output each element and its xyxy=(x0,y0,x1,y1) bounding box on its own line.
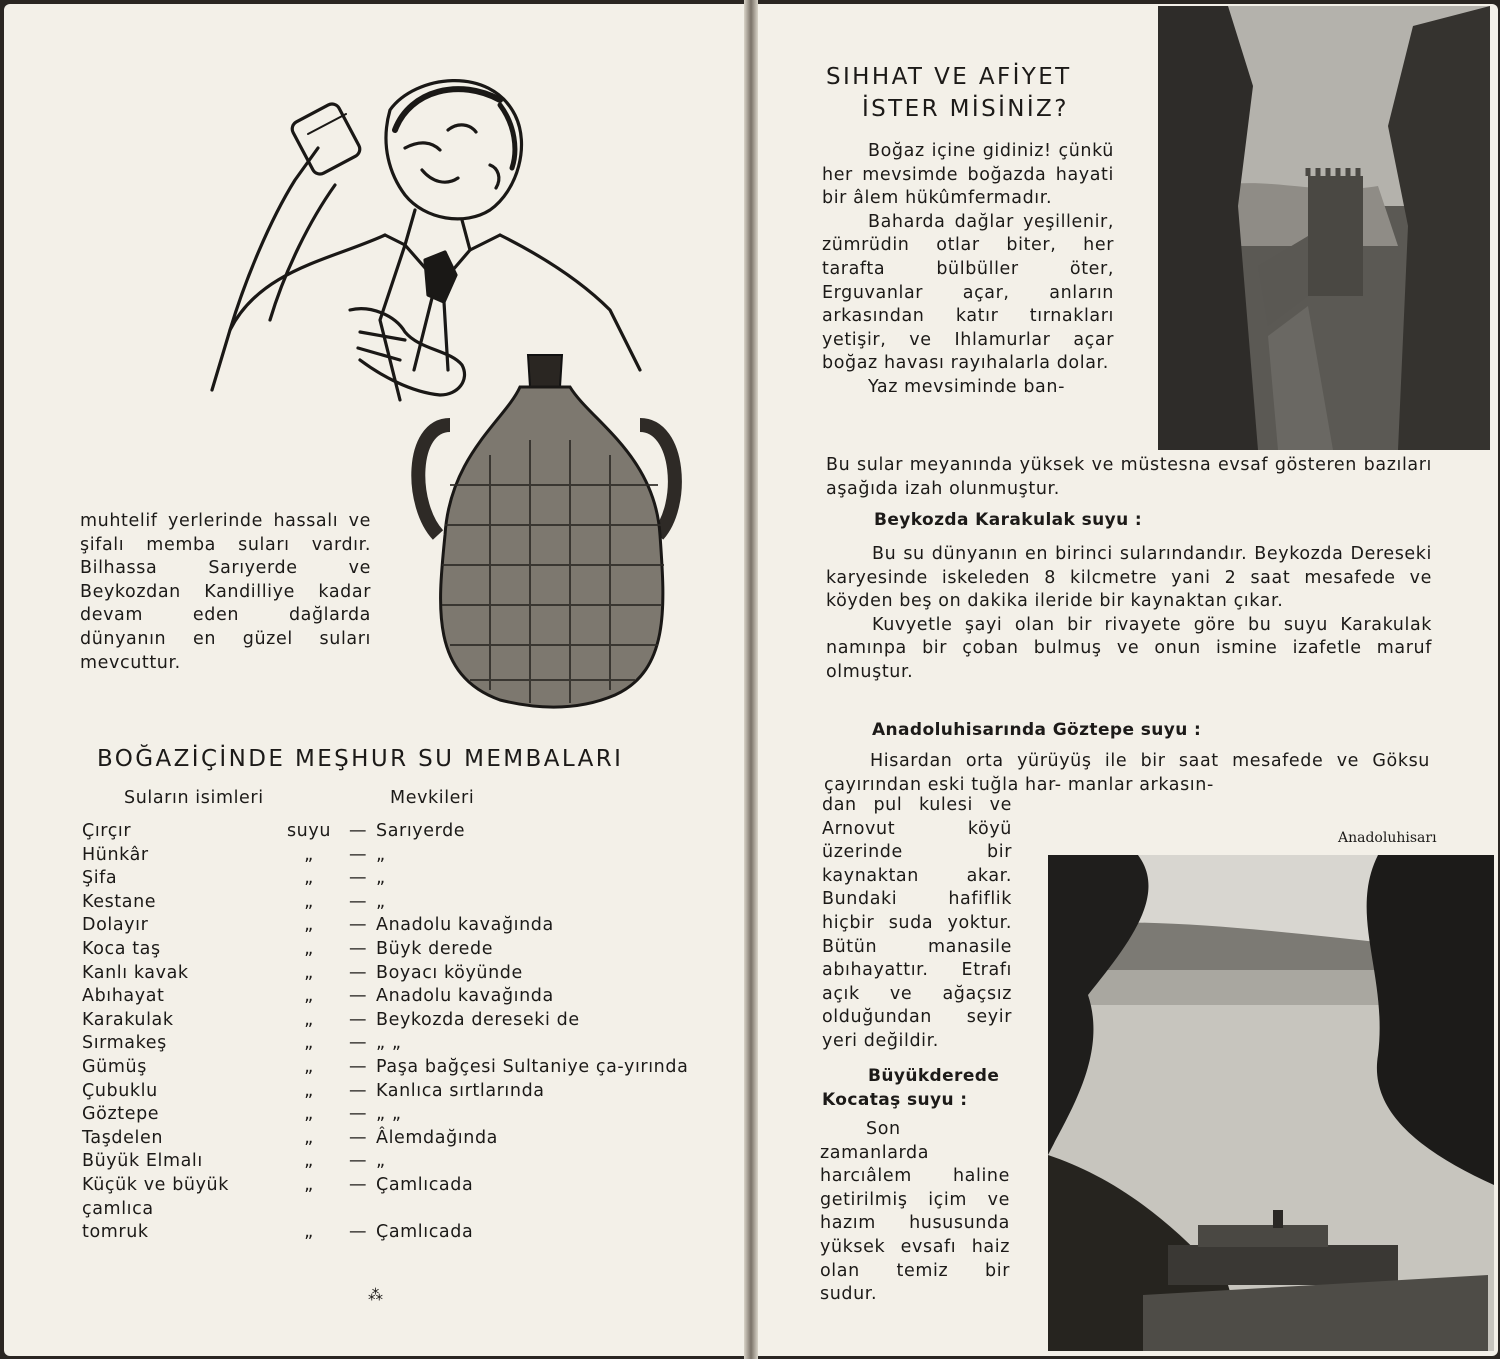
anadolu-paragraph-wide: Hisardan orta yürüyüş ile bir saat mesafede ve Göksu çayırından eski tuğla har- manlar arkasın- xyxy=(824,751,1430,795)
photo-caption: Anadoluhisarı xyxy=(1338,830,1437,846)
column-paragraph-3: Yaz mevsiminde ban- xyxy=(868,376,1065,397)
spring-row xyxy=(82,1032,688,1056)
buyukdere-heading-2: Kocataş suyu : xyxy=(822,1090,968,1110)
spring-location: „ xyxy=(376,868,386,889)
spring-name: Koca taş xyxy=(82,938,161,959)
top-column xyxy=(822,140,1114,400)
spring-suyu: „ xyxy=(304,938,314,959)
spring-dash: — xyxy=(348,1104,368,1125)
spring-name: Şifa xyxy=(82,868,118,889)
spring-dash: — xyxy=(348,868,368,889)
spring-location: Büyk derede xyxy=(376,938,494,959)
spring-location: Âlemdağında xyxy=(376,1127,498,1148)
anadolu-text-wide xyxy=(824,750,1430,797)
spring-dash: — xyxy=(348,938,368,959)
spring-suyu: „ xyxy=(304,1222,314,1243)
anadolu-text-narrow: dan pul kulesi ve Arnovut köyü üzerinde bir kaynaktan akar. Bundaki hafiflik hiçbir suda yoktur. Bütün manasile abıhayattır. Etrafı açık ve ağaçsız olduğundan seyir yeri değildir. xyxy=(822,795,1012,1051)
overlap-line: Bu sular meyanında yüksek ve müstesna evsaf gösteren bazıları aşağıda izah olunmuştur. xyxy=(826,455,1432,499)
spring-name: Gümüş xyxy=(82,1056,147,1077)
spring-row xyxy=(82,1174,688,1221)
page-title-line2: İSTER MİSİNİZ? xyxy=(862,96,1069,122)
column-paragraph-2: Baharda dağlar yeşillenir, zümrüdin otlar biter, her tarafta bülbüller öter, Erguvanlar açar, anların arkasından katır tırnakları yetişir, ve Ihlamurlar açar boğaz havası rayıhalarla dolar. xyxy=(822,211,1114,374)
spring-dash: — xyxy=(348,1151,368,1172)
spring-suyu: „ xyxy=(304,962,314,983)
column-paragraph-1: Boğaz içine gidiniz! çünkü her mevsimde boğazda hayati bir âlem hükûmfermadır. xyxy=(822,141,1114,209)
spring-suyu: „ xyxy=(304,1056,314,1077)
spring-name: tomruk xyxy=(82,1222,149,1243)
spring-name: Çırçır xyxy=(82,821,132,841)
spring-location: Paşa bağçesi Sultaniye ça-yırında xyxy=(376,1056,689,1077)
anadoluhisari-photo xyxy=(1048,855,1494,1351)
spring-suyu: suyu xyxy=(286,821,332,841)
spring-location: Boyacı köyünde xyxy=(376,962,523,983)
spring-row xyxy=(82,914,688,938)
spring-dash: — xyxy=(348,1222,368,1243)
spring-location: Anadolu kavağında xyxy=(376,915,554,936)
spring-row xyxy=(82,962,688,986)
spring-location: „ „ xyxy=(376,1104,402,1125)
spring-row xyxy=(82,891,688,915)
spring-suyu: „ xyxy=(304,1104,314,1125)
spring-location: Anadolu kavağında xyxy=(376,986,554,1007)
col-locations-header: Mevkileri xyxy=(390,788,475,808)
spring-dash: — xyxy=(348,1174,368,1195)
spring-suyu: „ xyxy=(304,986,314,1007)
spring-suyu: „ xyxy=(304,1080,314,1101)
spring-row xyxy=(82,938,688,962)
spring-suyu: „ xyxy=(304,1009,314,1030)
spring-dash: — xyxy=(348,986,368,1007)
buyukdere-heading-1: Büyükderede xyxy=(868,1066,1000,1086)
spring-location: Kanlıca sırtlarında xyxy=(376,1080,545,1101)
spring-location: Çamlıcada xyxy=(376,1222,474,1243)
springs-table xyxy=(82,820,692,1245)
spring-suyu: „ xyxy=(304,844,314,865)
spring-name: Çubuklu xyxy=(82,1080,158,1101)
spring-row xyxy=(82,985,688,1009)
spring-name: Karakulak xyxy=(82,1009,174,1030)
spring-name: Büyük Elmalı xyxy=(82,1151,203,1172)
intro-paragraph: muhtelif yerlerinde hassalı ve şifalı memba suları vardır. Bilhassa Sarıyerde ve Beykozdan Kandilliye kadar devam eden dağlarda dünyanın en güzel suları mevcuttur. xyxy=(80,511,371,673)
spring-dash: — xyxy=(348,1127,368,1148)
spring-dash: — xyxy=(348,1033,368,1054)
spring-row xyxy=(82,1009,688,1033)
spring-name: Kanlı kavak xyxy=(82,962,189,983)
spring-suyu: „ xyxy=(304,915,314,936)
spring-location: „ xyxy=(376,844,386,865)
spring-suyu: „ xyxy=(304,891,314,912)
anadolu-heading: Anadoluhisarında Göztepe suyu : xyxy=(872,720,1202,740)
spring-suyu: „ xyxy=(304,868,314,889)
spring-dash: — xyxy=(348,962,368,983)
spring-dash: — xyxy=(348,1080,368,1101)
spring-location: Çamlıcada xyxy=(376,1174,474,1195)
spring-location: Sarıyerde xyxy=(376,821,466,841)
fortress-photo xyxy=(1158,6,1490,450)
spring-dash: — xyxy=(348,891,368,912)
spring-row xyxy=(82,1221,688,1245)
spring-row xyxy=(82,1103,688,1127)
springs-table-title: BOĞAZİÇİNDE MEŞHUR SU MEMBALARI xyxy=(97,746,624,772)
spring-name: Abıhayat xyxy=(82,986,165,1007)
page-title-line1: SIHHAT VE AFİYET xyxy=(826,64,1072,90)
beykoz-heading: Beykozda Karakulak suyu : xyxy=(874,510,1143,530)
spring-dash: — xyxy=(348,844,368,865)
col-names-header: Suların isimleri xyxy=(124,788,264,808)
spring-dash: — xyxy=(348,1056,368,1077)
beykoz-paragraph-2: Kuvyetle şayi olan bir rivayete göre bu suyu Karakulak namınpa bir çoban bulmuş ve onun ismine izafetle maruf olmuştur. xyxy=(826,614,1432,682)
spring-location: Beykozda dereseki de xyxy=(376,1009,580,1030)
spring-row xyxy=(82,1127,688,1151)
spring-suyu: „ xyxy=(304,1127,314,1148)
spring-suyu: „ xyxy=(304,1151,314,1172)
spring-dash: — xyxy=(348,1009,368,1030)
spring-row xyxy=(82,867,688,891)
spring-suyu: „ xyxy=(304,1033,314,1054)
spring-dash: — xyxy=(348,821,368,841)
spring-row xyxy=(82,844,688,868)
spring-location: „ „ xyxy=(376,1033,402,1054)
spring-name: Küçük ve büyük çamlıca xyxy=(82,1174,229,1219)
spring-row xyxy=(82,1056,688,1080)
beykoz-section xyxy=(826,543,1432,685)
spring-name: Hünkâr xyxy=(82,844,149,865)
spring-row xyxy=(82,1150,688,1174)
spring-row xyxy=(82,1080,688,1104)
book-gutter xyxy=(744,0,758,1359)
buyukdere-section xyxy=(820,1118,1010,1307)
spring-name: Kestane xyxy=(82,891,157,912)
spring-name: Sırmakeş xyxy=(82,1033,167,1054)
spring-name: Taşdelen xyxy=(82,1127,164,1148)
spring-dash: — xyxy=(348,915,368,936)
spring-row xyxy=(82,820,688,844)
spring-location: „ xyxy=(376,891,386,912)
spring-location: „ xyxy=(376,1151,386,1172)
beykoz-paragraph-1: Bu su dünyanın en birinci sularındandır. Beykozda Dereseki karyesinde iskeleden 8 kilcmetre yani 2 saat mesafede ve köyden beş on dakika ileride bir kaynaktan çıkar. xyxy=(826,544,1432,612)
spring-suyu: „ xyxy=(304,1174,314,1195)
buyukdere-paragraph: Son zamanlarda harcıâlem haline getirilmiş içim ve hazım hususunda yüksek evsafı haiz olan temiz bir sudur. xyxy=(820,1119,1010,1305)
ornament: ⁂ xyxy=(368,1286,383,1304)
spring-name: Göztepe xyxy=(82,1104,160,1125)
spring-name: Dolayır xyxy=(82,915,149,936)
